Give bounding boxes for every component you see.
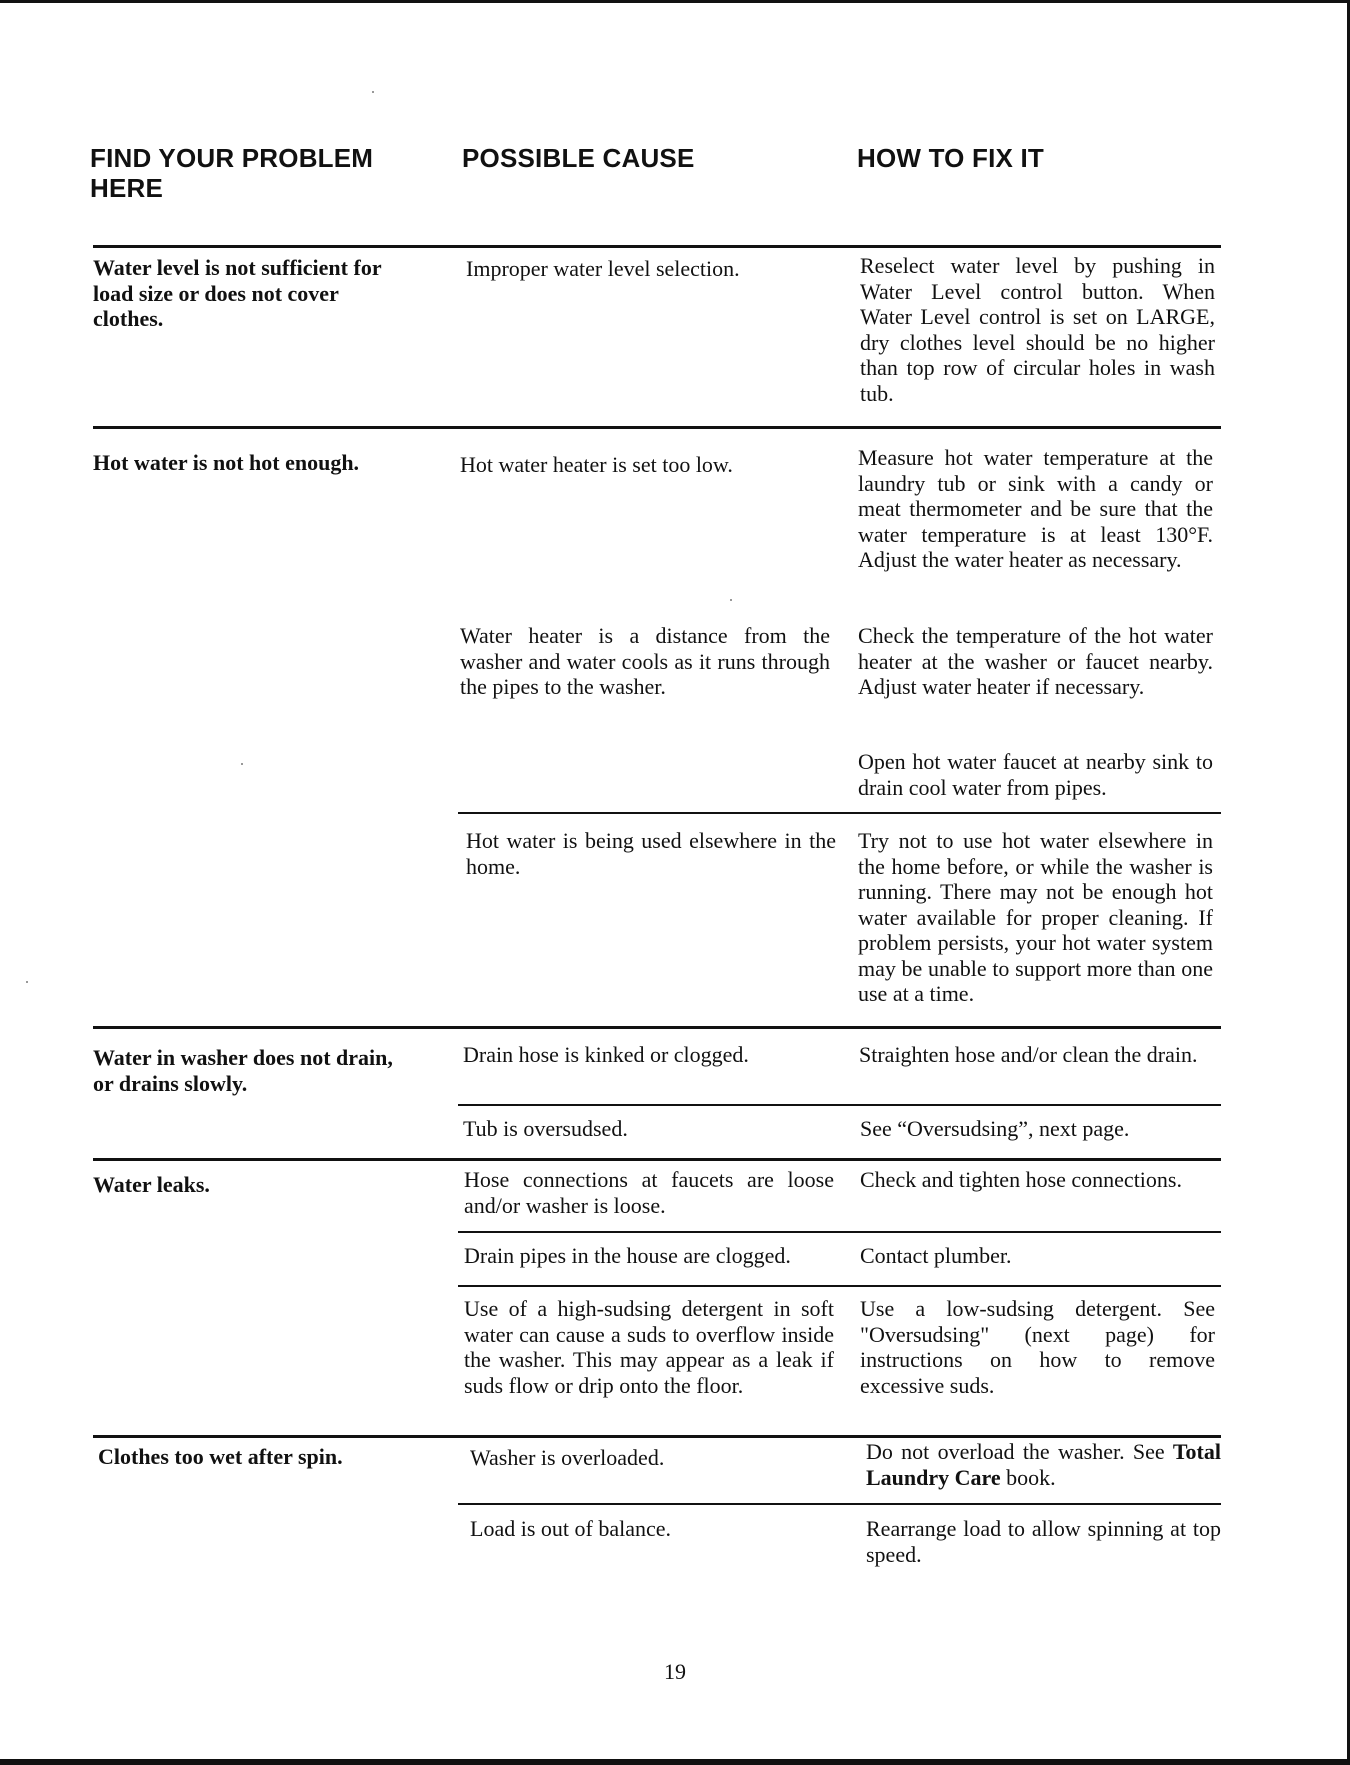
problem-water-level: Water level is not sufficient for load size or does not cover clothes. xyxy=(93,255,382,331)
fix-do-not-overload-suffix: book. xyxy=(1000,1464,1056,1490)
fix-measure-temperature: Measure hot water temperature at the laundry tub or sink with a candy or meat thermometer and be sure that the water temperature is at least 130°F. Adjust the water heater as necessary. xyxy=(858,445,1213,572)
cause-heater-set-too-low: Hot water heater is set too low. xyxy=(460,452,733,477)
section-divider xyxy=(93,1026,1221,1029)
scan-speck xyxy=(241,763,243,765)
total-laundry-care-title: Total Laundry Care xyxy=(866,1439,1221,1490)
cause-divider xyxy=(458,1503,1221,1505)
problem-clothes-too-wet: Clothes too wet after spin. xyxy=(98,1444,343,1469)
section-divider xyxy=(93,245,1221,248)
cause-drain-hose-kinked: Drain hose is kinked or clogged. xyxy=(463,1042,749,1067)
section-divider xyxy=(93,1158,1221,1161)
scan-speck xyxy=(372,91,374,93)
cause-improper-water-level: Improper water level selection. xyxy=(466,256,740,281)
fix-tighten-hose-connections: Check and tighten hose connections. xyxy=(860,1167,1182,1192)
fix-open-faucet: Open hot water faucet at nearby sink to drain cool water from pipes. xyxy=(858,749,1213,800)
header-find-your-problem: FIND YOUR PROBLEM HERE xyxy=(90,143,374,203)
cause-heater-distance: Water heater is a distance from the washer and water cools as it runs through the pipes to the washer. xyxy=(460,623,830,699)
fix-do-not-overload-text: Do not overload the washer. See xyxy=(866,1439,1173,1464)
fix-do-not-overload xyxy=(866,1439,1221,1490)
scan-speck xyxy=(26,981,28,983)
fix-straighten-hose: Straighten hose and/or clean the drain. xyxy=(859,1042,1198,1067)
fix-check-heater-temperature: Check the temperature of the hot water heater at the washer or faucet nearby. Adjust water heater if necessary. xyxy=(858,623,1213,699)
cause-divider xyxy=(458,1231,1221,1233)
fix-reselect-water-level: Reselect water level by pushing in Water Level control button. When Water Level control is set on LARGE, dry clothes level should be no higher than top row of circular holes in wash tub. xyxy=(860,253,1215,406)
problem-water-leaks: Water leaks. xyxy=(93,1172,210,1197)
fix-see-oversudsing: See “Oversudsing”, next page. xyxy=(860,1116,1130,1141)
cause-divider xyxy=(458,1104,1221,1106)
fix-contact-plumber: Contact plumber. xyxy=(860,1243,1012,1268)
cause-hose-connections-loose: Hose connections at faucets are loose and/or washer is loose. xyxy=(464,1167,834,1218)
cause-drain-pipes-clogged: Drain pipes in the house are clogged. xyxy=(464,1243,791,1268)
fix-avoid-hot-water-use: Try not to use hot water elsewhere in the home before, or while the washer is running. There may not be enough hot water available for proper cleaning. If problem persists, your hot water system may be unable to support more than one use at a time. xyxy=(858,828,1213,1006)
cause-load-out-of-balance: Load is out of balance. xyxy=(470,1516,671,1541)
cause-high-sudsing-detergent: Use of a high-sudsing detergent in soft water can cause a suds to overflow inside the washer. This may appear as a leak if suds flow or drip onto the floor. xyxy=(464,1296,834,1398)
cause-divider xyxy=(458,812,1221,814)
page-number: 19 xyxy=(664,1659,686,1684)
cause-tub-oversudsed: Tub is oversudsed. xyxy=(463,1116,628,1141)
fix-rearrange-load: Rearrange load to allow spinning at top speed. xyxy=(866,1516,1221,1567)
header-possible-cause: POSSIBLE CAUSE xyxy=(462,143,695,173)
scan-speck xyxy=(730,599,732,601)
cause-washer-overloaded: Washer is overloaded. xyxy=(470,1445,665,1470)
header-how-to-fix: HOW TO FIX IT xyxy=(857,143,1044,173)
cause-hot-water-used-elsewhere: Hot water is being used elsewhere in the home. xyxy=(466,828,836,879)
section-divider xyxy=(93,1435,1221,1438)
section-divider xyxy=(93,426,1221,429)
fix-low-sudsing-detergent: Use a low-sudsing detergent. See "Oversudsing" (next page) for instructions on how to remove excessive suds. xyxy=(860,1296,1215,1398)
problem-hot-water-not-hot: Hot water is not hot enough. xyxy=(93,450,360,475)
cause-divider xyxy=(458,1285,1221,1287)
problem-water-not-draining: Water in washer does not drain, or drains slowly. xyxy=(93,1045,393,1096)
